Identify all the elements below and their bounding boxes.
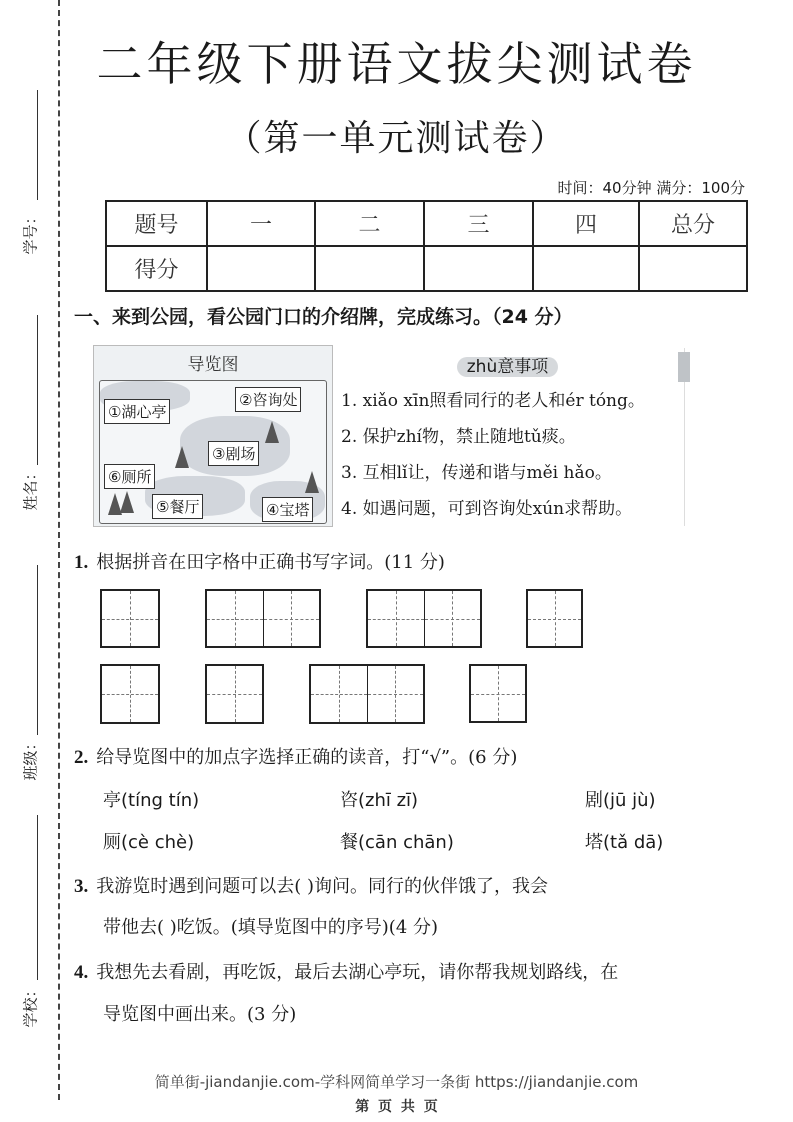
pinyin-option[interactable]: 咨(zhī zī)	[340, 790, 419, 811]
exam-meta: 时间：40分钟 满分：100分	[557, 179, 745, 197]
pinyin-option[interactable]: 餐(cān chān)	[340, 832, 454, 853]
pinyin-option[interactable]: 剧(jū jù)	[585, 790, 656, 811]
name-line[interactable]	[37, 315, 38, 465]
pinyin-option[interactable]: 塔(tǎ dā)	[585, 832, 664, 853]
section-heading: 一、来到公园，看公园门口的介绍牌，完成练习。（24 分）	[74, 306, 573, 328]
question-3-continued: 带他去( )吃饭。(填导览图中的序号)(4 分)	[103, 917, 439, 938]
score-cell[interactable]	[533, 246, 639, 291]
question-3: 3. 我游览时遇到问题可以去( )询问。同行的伙伴饿了，我会	[74, 876, 549, 897]
question-4: 4. 我想先去看剧，再吃饭，最后去湖心亭玩，请你帮我规划路线，在	[74, 962, 619, 983]
notice-item: 1. xiǎo xīn照看同行的老人和ér tóng。	[341, 391, 645, 411]
park-map	[93, 345, 333, 527]
score-table-header: 二	[315, 201, 424, 246]
map-place-info-desk: ②咨询处	[235, 387, 301, 412]
score-table-header: 三	[424, 201, 533, 246]
map-area	[99, 380, 327, 524]
map-place-pagoda: ④宝塔	[262, 497, 313, 522]
score-cell[interactable]	[639, 246, 747, 291]
notice-title: zhù意事项	[331, 352, 684, 377]
writing-grid-2[interactable]	[205, 589, 321, 648]
writing-grid-4[interactable]	[526, 589, 583, 648]
footer-watermark: 简单街-jiandanjie.com-学科网简单学习一条街 https://jiandanjie.com	[154, 1073, 639, 1091]
writing-grid-3[interactable]	[366, 589, 482, 648]
notice-tab-mark	[678, 352, 690, 382]
school-label: 学校：	[21, 982, 40, 1028]
notice-board	[331, 348, 685, 526]
map-place-theater: ③剧场	[208, 441, 259, 466]
question-4-continued: 导览图中画出来。(3 分)	[103, 1004, 297, 1025]
page-subtitle: （第一单元测试卷）	[225, 118, 568, 159]
score-cell[interactable]	[315, 246, 424, 291]
score-table	[105, 200, 748, 292]
notice-item: 3. 互相lǐ让，传递和谐与měi hǎo。	[341, 463, 612, 483]
score-table-header: 一	[207, 201, 315, 246]
pinyin-option[interactable]: 亭(tíng tín)	[103, 790, 200, 811]
writing-grid-1[interactable]	[100, 589, 160, 648]
page-title: 二年级下册语文拔尖测试卷	[96, 37, 697, 91]
map-place-pavilion: ①湖心亭	[104, 399, 170, 424]
score-cell[interactable]	[424, 246, 533, 291]
school-line[interactable]	[37, 815, 38, 980]
score-cell[interactable]	[207, 246, 315, 291]
tree-icon	[265, 421, 279, 443]
tree-icon	[305, 471, 319, 493]
class-line[interactable]	[37, 565, 38, 735]
score-table-header: 题号	[106, 201, 207, 246]
map-place-restroom: ⑥厕所	[104, 464, 155, 489]
name-label: 姓名：	[21, 465, 40, 511]
tree-icon	[175, 446, 189, 468]
map-place-restaurant: ⑤餐厅	[152, 494, 203, 519]
notice-item: 4. 如遇问题，可到咨询处xún求帮助。	[341, 499, 633, 519]
score-table-header: 四	[533, 201, 639, 246]
writing-grid-6[interactable]	[205, 664, 264, 724]
page-number: 第 页 共 页	[355, 1099, 438, 1115]
writing-grid-5[interactable]	[100, 664, 160, 724]
notice-item: 2. 保护zhí物，禁止随地tǔ痰。	[341, 427, 576, 447]
map-title: 导览图	[187, 355, 239, 375]
writing-grid-8[interactable]	[469, 664, 527, 723]
class-label: 班级：	[21, 735, 40, 781]
student-id-label: 学号：	[21, 209, 40, 255]
tree-icon	[120, 491, 134, 513]
score-row-label: 得分	[106, 246, 207, 291]
pinyin-option[interactable]: 厕(cè chè)	[103, 832, 195, 853]
binding-dashed-line	[58, 0, 60, 1100]
score-table-header: 总分	[639, 201, 747, 246]
question-1: 1. 根据拼音在田字格中正确书写字词。(11 分)	[74, 552, 445, 573]
question-2: 2. 给导览图中的加点字选择正确的读音，打“√”。(6 分)	[74, 747, 518, 768]
writing-grid-7[interactable]	[309, 664, 425, 724]
